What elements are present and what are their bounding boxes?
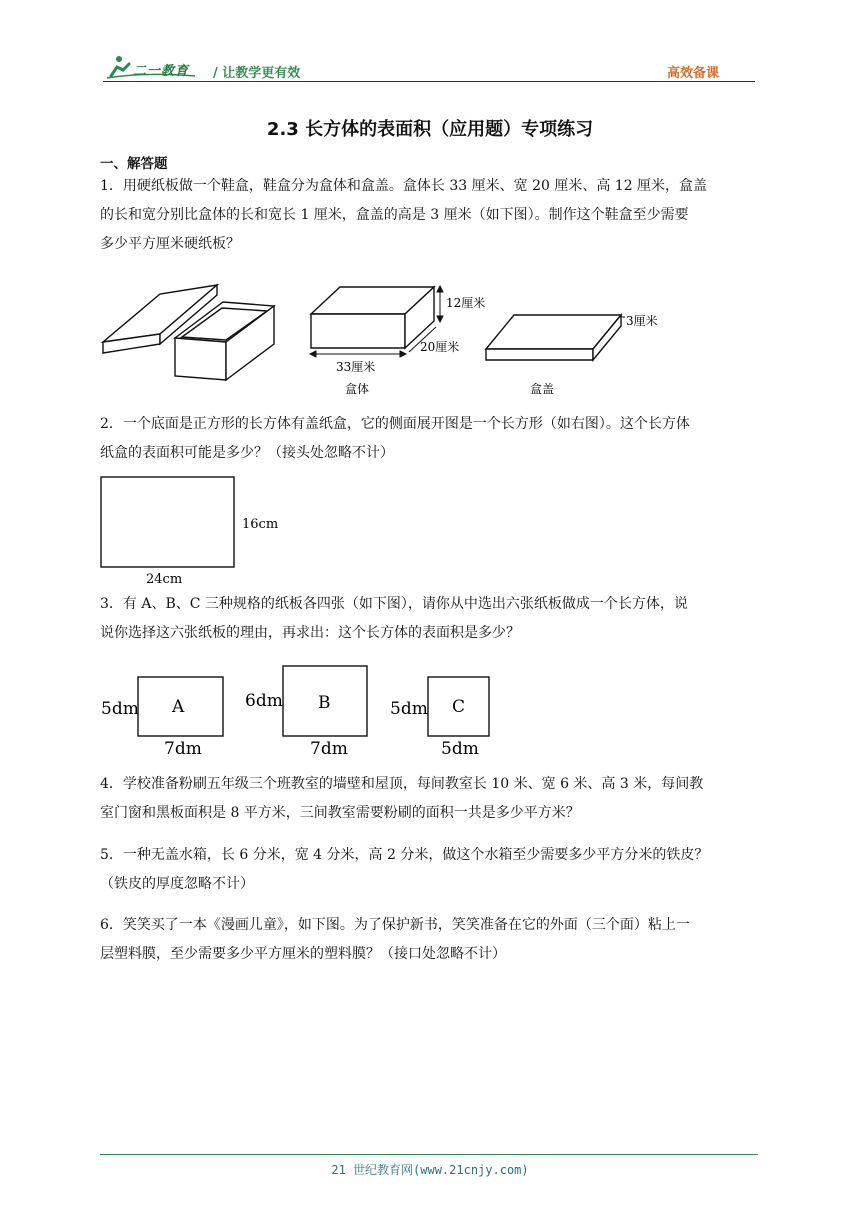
board-c-height: 5dm (390, 699, 428, 719)
question-2-line: 纸盒的表面积可能是多少？（接头处忽略不计） (100, 445, 394, 461)
question-4-line: 室门窗和黑板面积是 8 平方米，三间教室需要粉刷的面积一共是多少平方米？ (100, 805, 580, 821)
box-body-caption: 盒体 (345, 382, 370, 396)
box-length-label: 33厘米 (336, 360, 376, 374)
board-a-height: 5dm (101, 699, 139, 719)
question-2 (100, 410, 760, 468)
board-b-name: B (318, 693, 331, 713)
box-height-label: 12厘米 (446, 296, 486, 310)
board-a-name: A (172, 697, 185, 717)
question-5-line: 5．一种无盖水箱，长 6 分米，宽 4 分米，高 2 分米，做这个水箱至少需要多少平方分米的铁皮？ (100, 847, 709, 863)
question-5 (100, 841, 760, 899)
rect-height-label: 16cm (242, 517, 279, 532)
question-4 (100, 770, 760, 828)
side-unfolded-rectangle-figure (98, 474, 298, 586)
board-b-width: 7dm (310, 739, 348, 759)
box-lid-figure (482, 305, 672, 400)
boards-figure (98, 662, 498, 762)
board-c-width: 5dm (441, 739, 479, 759)
box-body-figure (300, 282, 486, 400)
header-slogan: / 让教学更有效 (213, 66, 301, 81)
lid-height-label: 3厘米 (626, 314, 658, 328)
box-width-label: 20厘米 (420, 340, 460, 354)
question-1 (100, 172, 760, 259)
section-heading: 一、解答题 (100, 156, 168, 172)
footer-text: 21 世纪教育网(www.21cnjy.com) (331, 1163, 529, 1177)
question-1-line: 多少平方厘米硬纸板？ (100, 236, 240, 252)
board-a-width: 7dm (164, 739, 202, 759)
question-6 (100, 911, 760, 969)
question-3-line: 3．有 A、B、C 三种规格的纸板各四张（如下图），请你从中选出六张纸板做成一个长方体，说 (100, 596, 688, 612)
question-3 (100, 590, 760, 648)
logo-text: 二一教育 (133, 64, 190, 79)
header-divider (103, 81, 755, 82)
board-c-name: C (452, 697, 466, 717)
question-3-line: 说你选择这六张纸板的理由，再求出：这个长方体的表面积是多少？ (100, 625, 520, 641)
shoebox-open-figure (100, 282, 280, 384)
board-b-height: 6dm (245, 691, 283, 711)
question-1-line: 1．用硬纸板做一个鞋盒，鞋盒分为盒体和盒盖。盒体长 33 厘米、宽 20 厘米、高 12 厘米，盒盖 (100, 178, 708, 194)
rect-width-label: 24cm (146, 572, 183, 587)
question-6-line: 6．笑笑买了一本《漫画儿童》，如下图。为了保护新书，笑笑准备在它的外面（三个面）粘上一 (100, 917, 690, 933)
question-4-line: 4．学校准备粉刷五年级三个班教室的墙壁和屋顶，每间教室长 10 米、宽 6 米、高 3 米，每间教 (100, 776, 704, 792)
question-2-line: 2．一个底面是正方形的长方体有盖纸盒，它的侧面展开图是一个长方形（如右图）。这个长方体 (100, 416, 690, 432)
question-5-line: （铁皮的厚度忽略不计） (100, 876, 254, 892)
question-6-line: 层塑料膜，至少需要多少平方厘米的塑料膜？（接口处忽略不计） (100, 946, 506, 962)
header-right-label: 高效备课 (667, 66, 720, 81)
page-title: 2.3 长方体的表面积（应用题）专项练习 (266, 119, 594, 140)
question-1-line: 的长和宽分别比盒体的长和宽长 1 厘米，盒盖的高是 3 厘米（如下图）。制作这个鞋盒至少需要 (100, 207, 689, 223)
footer-divider (100, 1154, 758, 1155)
box-lid-caption: 盒盖 (530, 382, 555, 396)
